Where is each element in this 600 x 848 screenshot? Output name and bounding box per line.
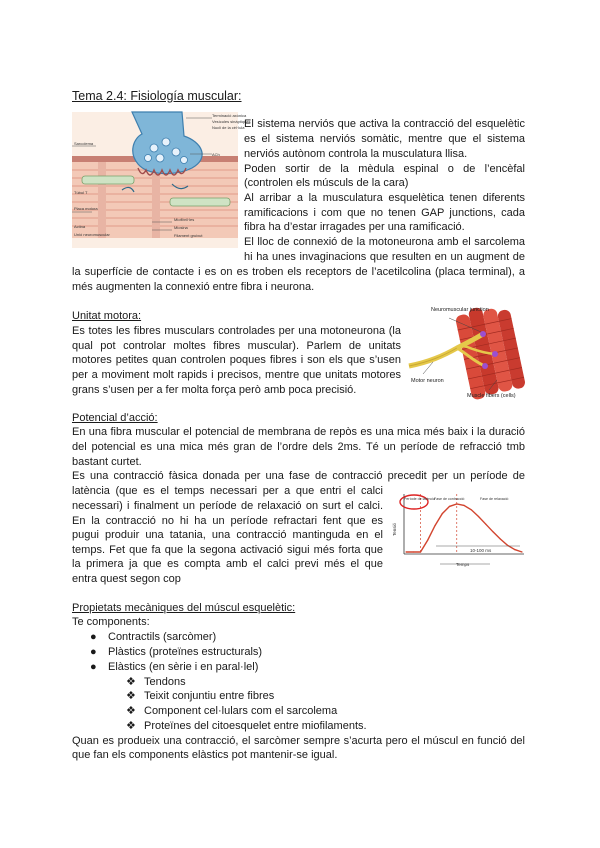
phase-label-relaxation: Fase de relaxació — [480, 497, 509, 501]
list-item-text: Plàstics (proteïnes estructurals) — [108, 646, 263, 658]
sub-bullet-mark: ❖ — [126, 676, 136, 688]
intro-line: la superfície de contacte i es on es troben els receptors de l’acetilcolina (placa terminal), a — [72, 266, 525, 278]
motor-unit-illustration — [409, 304, 527, 400]
nmj-label-t-tubule: Túbul T — [74, 190, 88, 195]
potencial-line: bastant curtet. — [72, 456, 142, 468]
duration-annotation: 10-100 ms — [470, 548, 492, 553]
intro-line: El lloc de connexió de la motoneurona amb el sarcolema — [244, 236, 525, 248]
closing-line: que fan els components elàstics pot mantenir-se igual. — [72, 749, 338, 761]
y-axis-label: Tensió — [392, 522, 397, 536]
intro-line: més augmenten la connexió entre fibra i neurona. — [72, 281, 315, 293]
twitch-point — [420, 551, 421, 552]
potencial-line: En una fibra muscular el potencial de membrana de repòs es una mica més baix i la duració — [72, 426, 525, 438]
intro-line: ramificacions i com que no tenen GAP junctions, cada — [244, 207, 525, 219]
twitch-point — [449, 506, 450, 507]
section-heading-potencial: Potencial d’acció: — [72, 412, 158, 424]
propietats-intro: Te components: — [72, 616, 150, 628]
closing-line: Quan es produeix una contracció, el sarcòmer sempre s’acurta pero el múscul en funció del — [72, 735, 525, 747]
unitat-line: Es totes les fibres musculars controlades per una motoneurona (la — [72, 325, 401, 337]
nmj-label-vesicles: Vesícules sinàptiques — [212, 119, 251, 124]
section-heading-unitat-motora: Unitat motora: — [72, 310, 142, 322]
twitch-point — [507, 545, 508, 546]
nmj-label-myofibrils: Miofibril·les — [174, 217, 195, 222]
intro-line: El sistema nerviós que activa la contracció del esquelètic — [244, 118, 525, 130]
unit-label-junction: Neuromuscular junction — [431, 307, 489, 313]
sub-bullet-mark: ❖ — [126, 705, 136, 717]
twitch-point — [471, 509, 472, 510]
twitch-chart — [390, 490, 528, 572]
nmj-label-ach: ACh — [212, 152, 220, 157]
unit-label-fibers: Muscle fibers (cells) — [467, 393, 516, 399]
twitch-point — [413, 551, 414, 552]
sub-list-item-text: Proteïnes del citoesquelet entre miofilaments. — [144, 720, 367, 732]
potencial-line: necessari) i finalment un període de relaxació on surt el calci. — [72, 500, 383, 512]
potencial-line: pugui produir una tatania, una contracció mantinguda en el — [72, 529, 383, 541]
intro-line: hi ha unes invaginacions que resulten en un augment de — [244, 251, 525, 263]
list-item — [90, 630, 216, 644]
sub-list-item — [126, 719, 367, 733]
sub-list-item — [126, 675, 186, 689]
figure-neuromuscular-junction — [72, 112, 251, 248]
potencial-line: En la contracció no hi ha un període refractari fent que es — [72, 515, 383, 527]
twitch-point — [514, 549, 515, 550]
unitat-line: qual pot controlar moltes fibres muscular). Parlem de unitats — [72, 340, 401, 352]
nmj-label-nucleus: Nucli de la cèl·lula — [212, 125, 245, 130]
nmj-label-thick-filament: Filament gruixut — [174, 233, 203, 238]
twitch-point — [427, 539, 428, 540]
phase-label-contraction: Fase de contracció — [434, 497, 465, 501]
intro-line: Poden sortir de la mèdula espinal o de l’encèfal — [244, 163, 525, 175]
twitch-point — [521, 551, 522, 552]
nmj-label-junction: Unió neuromuscular — [74, 232, 110, 237]
unitat-line: per a moviment molt rapids i precisos, mentre que unitats motores — [72, 369, 401, 381]
potencial-line: latència (que es el temps necessari per a que entri el calci — [72, 485, 383, 497]
twitch-point — [434, 525, 435, 526]
list-item — [90, 660, 258, 674]
sub-bullet-mark: ❖ — [126, 690, 136, 702]
phase-label-latency: Període de latència — [404, 497, 435, 501]
twitch-point — [478, 516, 479, 517]
sub-list-item-text: Component cel·lulars com el sarcolema — [144, 705, 338, 717]
sub-list-item — [126, 704, 337, 718]
nmj-label-myosin: Miosina — [174, 225, 188, 230]
twitch-point — [485, 524, 486, 525]
twitch-point — [463, 505, 464, 506]
intro-line: fibra ha d’estar irragades per una ramificació. — [244, 221, 465, 233]
twitch-point — [442, 513, 443, 514]
potencial-line: temps. Fet que fa que la segona activació sigui més forta que — [72, 544, 383, 556]
list-item — [90, 645, 262, 659]
figure-twitch-chart — [390, 490, 528, 572]
nmj-label-endplate: Placa motora — [74, 206, 98, 211]
twitch-point — [492, 531, 493, 532]
nmj-label-sarcolema: Sarcolema — [74, 141, 94, 146]
potencial-line: del potencial es una mica més gran de l’ordre dels 2ms. Té un període de refracció tmb — [72, 441, 525, 453]
sub-list-item — [126, 689, 274, 703]
list-item-text: Contractils (sarcòmer) — [108, 631, 217, 643]
intro-line: es el sistema nerviós somàtic, mentre que el sistema — [244, 133, 525, 145]
bullet-mark: ● — [90, 631, 97, 643]
bullet-mark: ● — [90, 661, 97, 673]
twitch-point — [500, 538, 501, 539]
page-title: Tema 2.4: Fisiología muscular: — [72, 89, 242, 103]
bullet-mark: ● — [90, 646, 97, 658]
neuromuscular-junction-illustration — [72, 112, 251, 248]
nmj-label-terminal: Terminació axònica — [212, 113, 247, 118]
intro-line: (controlen els músculs de la cara) — [244, 177, 409, 189]
unit-label-motor-neuron: Motor neuron — [411, 378, 444, 384]
section-heading-propietats: Propietats mecàniques del múscul esquelètic: — [72, 602, 296, 614]
nmj-label-actin: Actina — [74, 224, 86, 229]
unitat-line: motores petites quan controlen poques fibres i son els que s’usen — [72, 354, 401, 366]
sub-list-item-text: Tendons — [144, 676, 186, 688]
twitch-point — [456, 503, 457, 504]
list-item-text: Elàstics (en sèrie i en paral·lel) — [108, 661, 259, 673]
twitch-curve — [406, 504, 522, 552]
twitch-point — [405, 551, 406, 552]
sub-list-item-text: Teixit conjuntiu entre fibres — [144, 690, 275, 702]
x-axis-label: Temps — [456, 562, 470, 567]
unitat-line: grans s’usen per a fer molta força però amb poca precisió. — [72, 384, 357, 396]
potencial-line: entra quest segon cop — [72, 573, 181, 585]
sub-bullet-mark: ❖ — [126, 720, 136, 732]
potencial-line: la primera ja que es compta amb el calci previ més el que — [72, 558, 383, 570]
intro-line: nerviós autònom controla la musculatura llisa. — [244, 148, 468, 160]
potencial-line: Es una contracció fàsica donada per una fase de contracció precedit per un període de — [72, 470, 525, 482]
intro-line: Al arribar a la musculatura esquelètica tenen diferents — [244, 192, 525, 204]
figure-motor-unit — [409, 304, 527, 400]
